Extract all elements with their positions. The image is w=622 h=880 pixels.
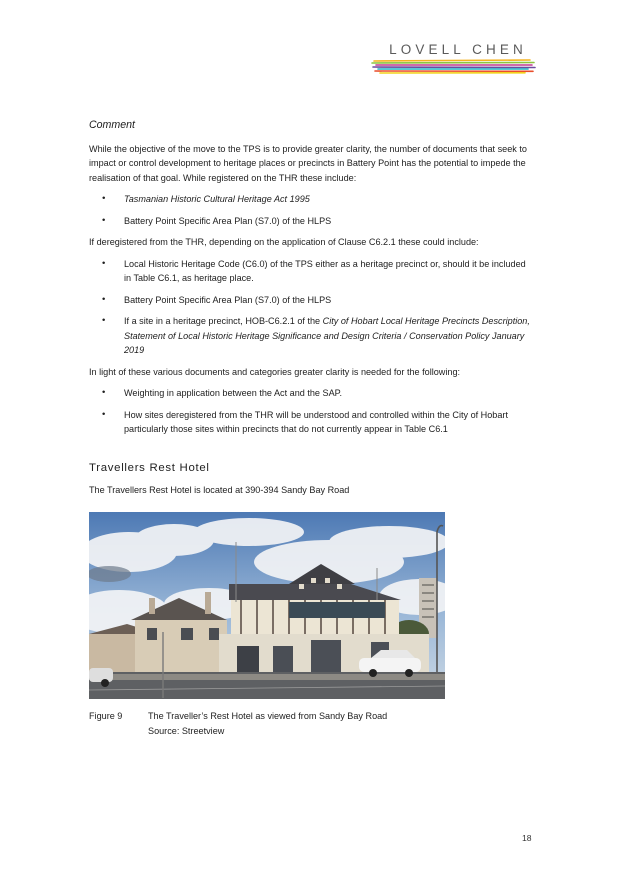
figure-label: Figure 9 xyxy=(89,711,123,721)
location-paragraph: The Travellers Rest Hotel is located at 390-394 Sandy Bay Road xyxy=(89,485,350,495)
section-heading: Travellers Rest Hotel xyxy=(89,462,210,474)
policy-document-title: City of Hobart Local Heritage Precincts Description, Statement of Local Historic Heritage Significance and Design Criteria / Conservation Policy January 2019 xyxy=(124,316,530,355)
figure-caption-body xyxy=(148,709,387,738)
list-item xyxy=(89,314,534,358)
list-item: • Tasmanian Historic Cultural Heritage Act 1995 xyxy=(89,192,534,207)
figure-caption-text: The Traveller’s Rest Hotel as viewed from Sandy Bay Road xyxy=(148,711,388,721)
figure-caption xyxy=(89,709,387,738)
comment-intro-paragraph: While the objective of the move to the TPS is to provide greater clarity, the number of documents that seek to impact or control development to heritage places or precincts in Battery Point has the potential to impede the realisation of that goal. While registered on the THR these include: xyxy=(89,143,527,183)
list-item-text: If a site in a heritage precinct, HOB-C6.2.1 of the xyxy=(124,316,323,326)
logo-stripes-graphic xyxy=(370,58,536,74)
comment-heading: Comment xyxy=(89,119,135,131)
list-item: • Battery Point Specific Area Plan (S7.0) of the HLPS xyxy=(89,293,534,308)
page-number: 18 xyxy=(522,833,532,843)
deregistered-intro-paragraph: If deregistered from the THR, depending on the application of Clause C6.2.1 these could include: xyxy=(89,237,479,247)
company-logo xyxy=(368,42,538,57)
logo-text: LOVELL CHEN xyxy=(389,42,527,57)
clarity-needs-list xyxy=(89,386,534,437)
clarity-intro-paragraph: In light of these various documents and categories greater clarity is needed for the following: xyxy=(89,366,461,377)
list-item: • How sites deregistered from the THR will be understood and controlled within the City of Hobart particularly those sites within precincts that do not currently appear in Table C6.1 xyxy=(89,408,534,437)
list-item: • Battery Point Specific Area Plan (S7.0) of the HLPS xyxy=(89,214,534,229)
list-item: • Weighting in application between the Act and the SAP. xyxy=(89,386,534,401)
registered-documents-list xyxy=(89,192,534,228)
hotel-photo-illustration xyxy=(89,512,445,699)
list-item: • Local Historic Heritage Code (C6.0) of the TPS either as a heritage precinct or, should it be included in Table C6.1, as heritage place. xyxy=(89,257,534,286)
figure-source: Source: Streetview xyxy=(148,725,225,736)
body-text xyxy=(89,118,534,444)
deregistered-documents-list xyxy=(89,257,534,358)
hotel-photo xyxy=(89,512,445,699)
